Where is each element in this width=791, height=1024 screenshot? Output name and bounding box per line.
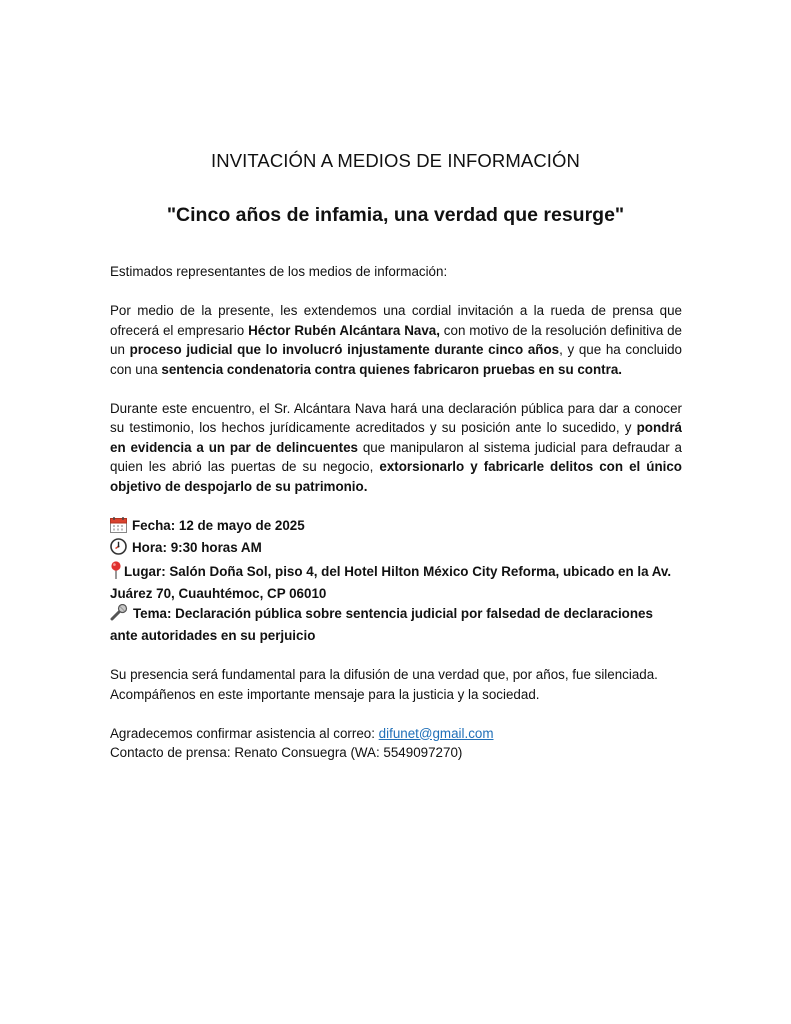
paragraph-invitation <box>110 301 682 379</box>
para1-text-2: con motivo de la resolución definitiva de un <box>110 322 683 357</box>
para2-bold-extortion: extorsionarlo y fabricarle delitos con el único objetivo de despojarlo de su patrimonio. <box>110 459 682 494</box>
document-heading: INVITACIÓN A MEDIOS DE INFORMACIÓN <box>211 150 580 171</box>
para1-bold-process: proceso judicial que lo involucró injustamente durante cinco años <box>129 342 560 357</box>
para1-text-1: Por medio de la presente, les extendemos una cordial invitación a la rueda de prensa que ofrecerá el empresario <box>110 303 682 338</box>
clock-icon <box>110 538 127 561</box>
para2-text-1: Durante este encuentro, el Sr. Alcántara Nava hará una declaración pública para dar a conocer su testimonio, los hechos jurídicamente acreditados y su posición ante lo sucedido, y <box>110 400 682 435</box>
para1-bold-sentence: sentencia condenatoria contra quienes fabricaron pruebas en su contra. <box>161 361 622 377</box>
closing-line-2: Acompáñenos en este importante mensaje para la justicia y la sociedad. <box>110 686 540 702</box>
calendar-icon <box>110 517 127 539</box>
pushpin-icon <box>110 561 122 585</box>
paragraph-event <box>110 399 682 497</box>
confirm-text: Agradecemos confirmar asistencia al correo: <box>110 725 379 741</box>
detail-topic-text: Tema: Declaración pública sobre sentencia judicial por falsedad de declaraciones ante autoridades en su perjuicio <box>110 605 653 643</box>
document-subtitle: "Cinco años de infamia, una verdad que resurge" <box>166 204 625 226</box>
closing-line-1: Su presencia será fundamental para la difusión de una verdad que, por años, fue silenciada. <box>110 667 658 682</box>
detail-date <box>110 516 682 539</box>
para2-text-2: que manipularon al sistema judicial para defraudar a quien les abrió las puertas de su negocio, <box>110 439 682 474</box>
confirm-line <box>110 724 682 744</box>
email-link[interactable]: difunet@gmail.com <box>378 725 494 741</box>
press-contact: Contacto de prensa: Renato Consuegra (WA: 5549097270) <box>110 745 463 760</box>
microphone-icon <box>110 604 128 627</box>
document-body <box>110 262 682 763</box>
greeting: Estimados representantes de los medios de información: <box>110 264 448 279</box>
para1-bold-name: Héctor Rubén Alcántara Nava, <box>248 322 440 338</box>
detail-place-text: Lugar: Salón Doña Sol, piso 4, del Hotel Hilton México City Reforma, ubicado en la Av. Juárez 70, Cuauhtémoc, CP 06010 <box>110 563 672 601</box>
para2-bold-evidence: pondrá en evidencia a un par de delincuentes <box>110 420 682 455</box>
detail-time-text: Hora: 9:30 horas AM <box>132 540 262 555</box>
detail-date-text: Fecha: 12 de mayo de 2025 <box>132 517 305 533</box>
para1-text-3: , y que ha concluido con una <box>110 342 682 377</box>
detail-topic <box>110 604 682 646</box>
detail-place <box>110 561 682 604</box>
detail-time <box>110 538 682 561</box>
